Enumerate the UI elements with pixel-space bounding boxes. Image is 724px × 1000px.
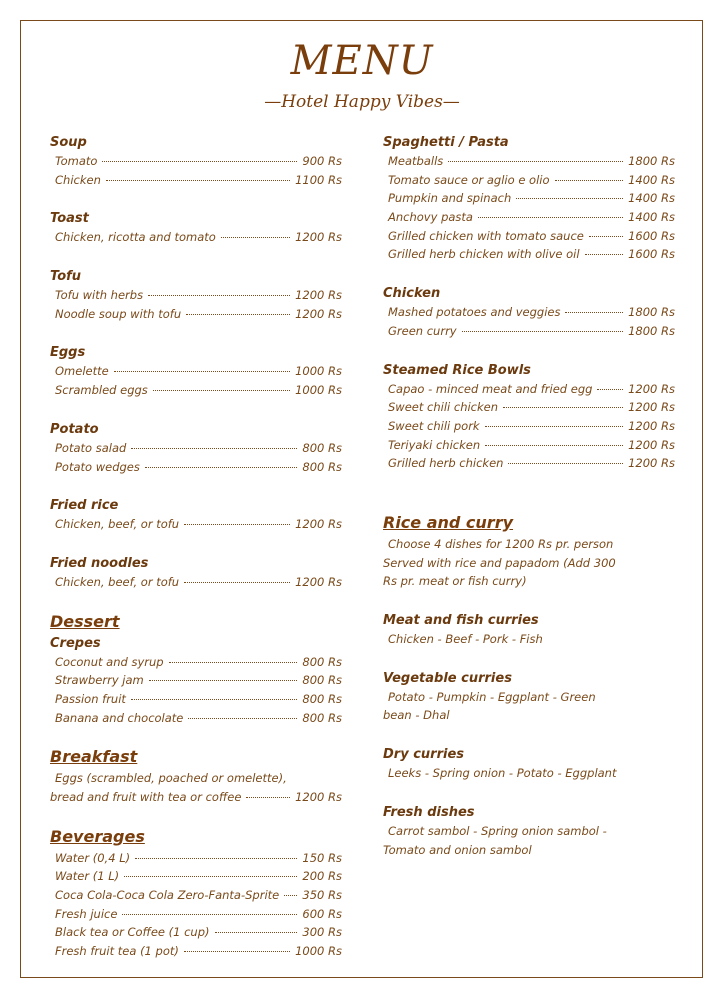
fresh-dishes-text: Carrot sambol - Spring onion sambol - <box>388 823 607 838</box>
menu-item: bread and fruit with tea or coffee 1200 Rs <box>50 790 342 805</box>
section-title-toast: Toast <box>50 211 89 227</box>
menu-item: Potato wedges 800 Rs <box>55 459 342 474</box>
menu-item: Sweet chili chicken 1200 Rs <box>388 400 675 415</box>
right-column <box>383 133 675 859</box>
menu-item: Water (0,4 L) 150 Rs <box>55 850 342 865</box>
section-title-eggs: Eggs <box>50 345 86 361</box>
meat-fish-curries-text: Chicken - Beef - Pork - Fish <box>388 632 543 647</box>
fresh-dishes-text: Tomato and onion sambol <box>383 842 532 857</box>
menu-item: Fresh fruit tea (1 pot) 1000 Rs <box>55 944 342 959</box>
menu-item: Meatballs 1800 Rs <box>388 154 675 168</box>
section-title-fresh-dishes: Fresh dishes <box>383 804 475 820</box>
menu-item: Scrambled eggs 1000 Rs <box>55 383 342 398</box>
menu-item: Banana and chocolate 800 Rs <box>55 710 342 725</box>
menu-item: Chicken 1100 Rs <box>55 172 342 187</box>
section-title-fried-noodles: Fried noodles <box>50 555 149 571</box>
menu-item: Black tea or Coffee (1 cup) 300 Rs <box>55 925 342 940</box>
menu-item: Capao - minced meat and fried egg 1200 Rs <box>388 381 675 396</box>
section-title-potato: Potato <box>50 421 99 437</box>
menu-item: Coconut and syrup 800 Rs <box>55 654 342 669</box>
breakfast-description: Eggs (scrambled, poached or omelette), <box>55 771 287 786</box>
section-title-chicken: Chicken <box>383 286 441 302</box>
section-title-meat-fish-curries: Meat and fish curries <box>383 613 539 629</box>
menu-item: Grilled herb chicken 1200 Rs <box>388 456 675 471</box>
menu-item: Grilled chicken with tomato sauce 1600 Rs <box>388 228 675 243</box>
section-title-beverages: Beverages <box>50 826 145 846</box>
menu-item: Anchovy pasta 1400 Rs <box>388 210 675 225</box>
menu-item: Chicken, beef, or tofu 1200 Rs <box>55 517 342 532</box>
menu-item: Strawberry jam 800 Rs <box>55 673 342 688</box>
menu-item: Pumpkin and spinach 1400 Rs <box>388 191 675 206</box>
menu-item: Chicken, beef, or tofu 1200 Rs <box>55 574 342 589</box>
menu-item: Tofu with herbs 1200 Rs <box>55 288 342 303</box>
menu-item: Potato salad 800 Rs <box>55 440 342 455</box>
menu-item: Tomato 900 Rs <box>55 154 342 168</box>
menu-item: Noodle soup with tofu 1200 Rs <box>55 306 342 321</box>
section-title-tofu: Tofu <box>50 269 82 285</box>
vegetable-curries-text: Potato - Pumpkin - Eggplant - Green <box>388 689 596 704</box>
rice-curry-text: Choose 4 dishes for 1200 Rs pr. person <box>388 536 614 551</box>
vegetable-curries-text: bean - Dhal <box>383 708 450 723</box>
section-title-soup: Soup <box>50 135 87 150</box>
menu-item: Sweet chili pork 1200 Rs <box>388 418 675 433</box>
section-title-dessert: Dessert <box>50 611 120 631</box>
menu-title: MENU <box>290 38 434 84</box>
menu-item: Green curry 1800 Rs <box>388 323 675 338</box>
section-title-fried-rice: Fried rice <box>50 498 119 514</box>
menu-item: Water (1 L) 200 Rs <box>55 869 342 884</box>
rice-curry-text: Rs pr. meat or fish curry) <box>383 574 527 589</box>
menu-item: Fresh juice 600 Rs <box>55 906 342 921</box>
section-title-breakfast: Breakfast <box>50 747 138 767</box>
menu-item: Grilled herb chicken with olive oil 1600 Rs <box>388 247 675 262</box>
section-title-dry-curries: Dry curries <box>383 747 464 763</box>
rice-curry-text: Served with rice and papadom (Add 300 <box>383 555 616 570</box>
menu-subtitle: —Hotel Happy Vibes— <box>264 92 460 112</box>
menu-item: Omelette 1000 Rs <box>55 364 342 379</box>
menu-item: Coca Cola-Coca Cola Zero-Fanta-Sprite 350 Rs <box>55 888 342 903</box>
left-column <box>50 133 342 961</box>
menu-item: Tomato sauce or aglio e olio 1400 Rs <box>388 172 675 187</box>
menu-item: Mashed potatoes and veggies 1800 Rs <box>388 305 675 320</box>
section-title-vegetable-curries: Vegetable curries <box>383 670 512 686</box>
section-title-rice-bowls: Steamed Rice Bowls <box>383 362 531 378</box>
section-title-pasta: Spaghetti / Pasta <box>383 135 509 150</box>
dry-curries-text: Leeks - Spring onion - Potato - Eggplant <box>388 766 617 781</box>
menu-item: Teriyaki chicken 1200 Rs <box>388 437 675 452</box>
menu-item: Passion fruit 800 Rs <box>55 691 342 706</box>
menu-item: Chicken, ricotta and tomato 1200 Rs <box>55 230 342 245</box>
section-title-rice-and-curry: Rice and curry <box>383 512 514 532</box>
subsection-title-crepes: Crepes <box>50 635 101 651</box>
